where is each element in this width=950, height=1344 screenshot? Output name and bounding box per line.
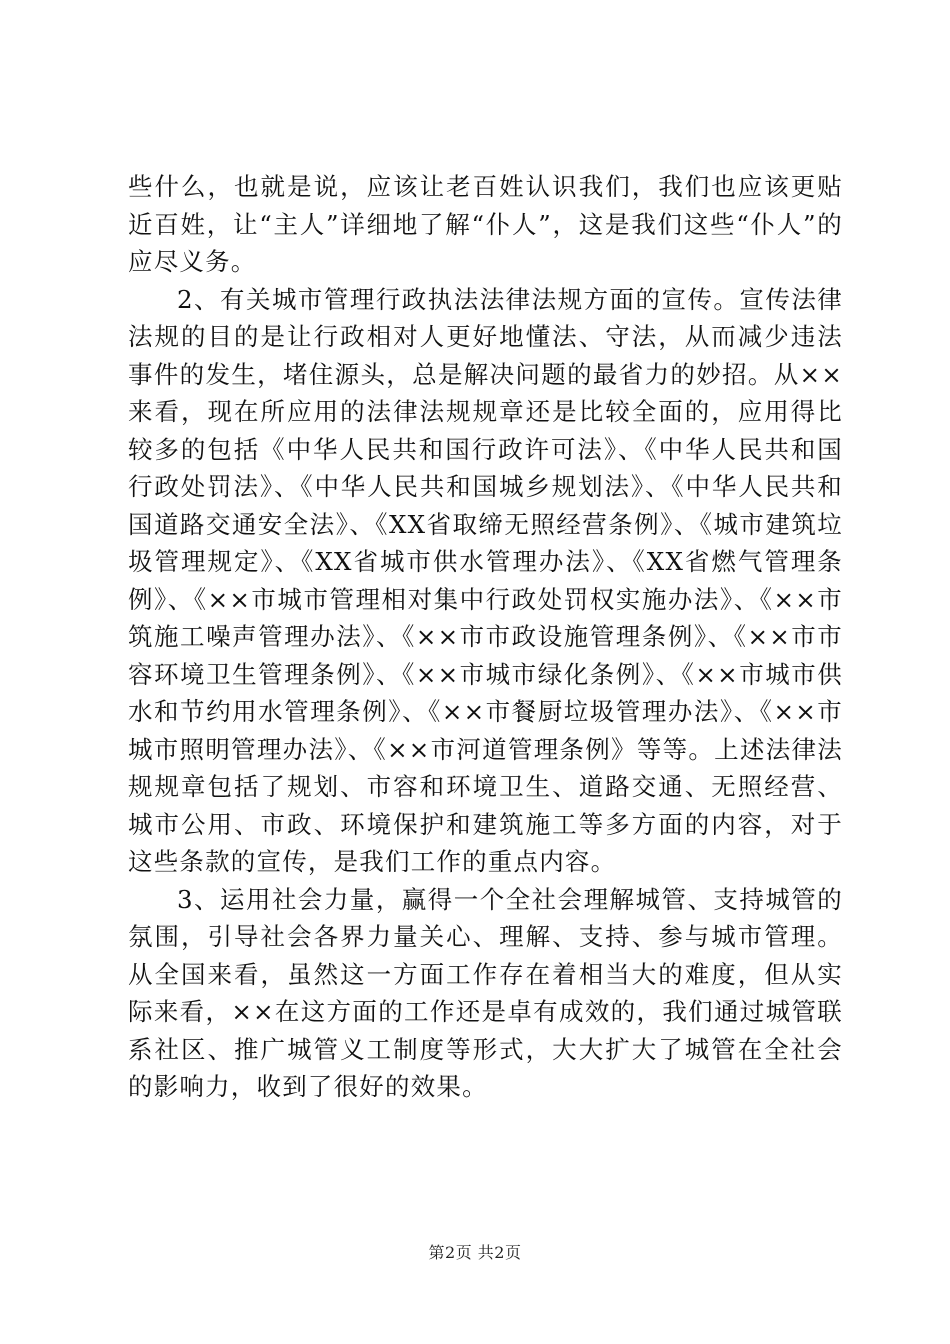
paragraph-item-2: 2、有关城市管理行政执法法律法规方面的宣传。宣传法律法规的目的是让行政相对人更好地懂法、守法，从而减少违法事件的发生，堵住源头，总是解决问题的最省力的妙招。从××来看，现在所应用的法律法规规章还是比较全面的，应用得比较多的包括《中华人民共和国行政许可法》、《中华人民共和国行政处罚法》、《中华人民共和国城乡规划法》、《中华人民共和国道路交通安全法》、《XX省取缔无照经营条例》、《城市建筑垃圾管理规定》、《XX省城市供水管理办法》、《XX省燃气管理条例》、《××市城市管理相对集中行政处罚权实施办法》、《××市筑施工噪声管理办法》、《××市市政设施管理条例》、《××市市容环境卫生管理条例》、《××市城市绿化条例》、《××市城市供水和节约用水管理条例》、《××市餐厨垃圾管理办法》、《××市城市照明管理办法》、《××市河道管理条例》等等。上述法律法规规章包括了规划、市容和环境卫生、道路交通、无照经营、城市公用、市政、环境保护和建筑施工等多方面的内容，对于这些条款的宣传，是我们工作的重点内容。 (128, 284, 843, 876)
paragraph-item-3: 3、运用社会力量，赢得一个全社会理解城管、支持城管的氛围，引导社会各界力量关心、理解、支持、参与城市管理。从全国来看，虽然这一方面工作存在着相当大的难度，但从实际来看，××在这方面的工作还是卓有成效的，我们通过城管联系社区、推广城管义工制度等形式，大大扩大了城管在全社会的影响力，收到了很好的效果。 (128, 884, 843, 1101)
paragraph-continuation: 些什么，也就是说，应该让老百姓认识我们，我们也应该更贴近百姓，让“主人”详细地了解“仆人”，这是我们这些“仆人”的应尽义务。 (128, 172, 843, 276)
page-number-footer: 第2页 共2页 (428, 1243, 522, 1262)
document-body (128, 168, 843, 1106)
